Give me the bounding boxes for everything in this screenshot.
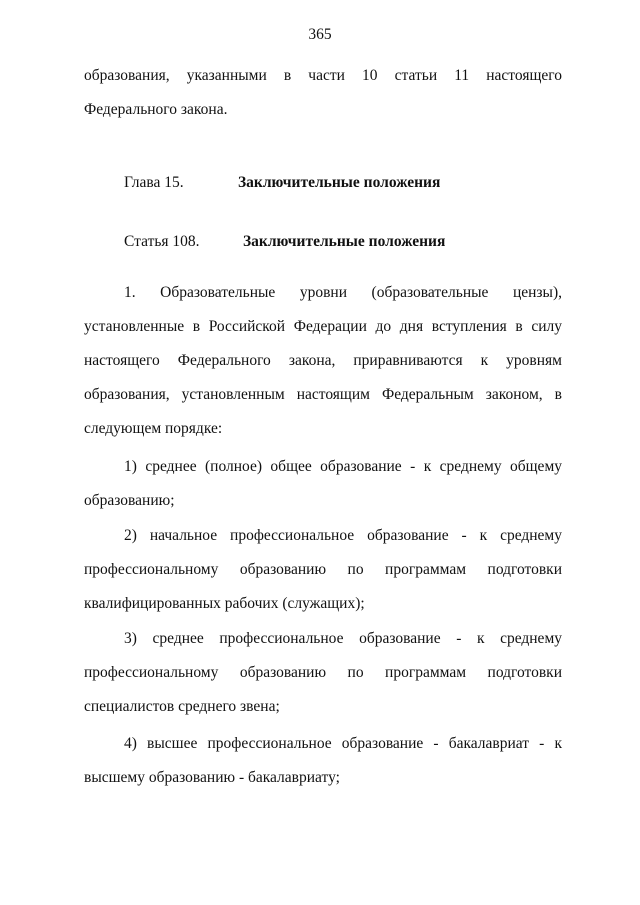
article-label: Статья 108. — [124, 233, 200, 250]
page-number: 365 — [308, 26, 332, 43]
chapter-title: Заключительные положения — [238, 174, 441, 191]
paragraph-1: 1. Образовательные уровни (образовательные цензы), установленные в Российской Федерации до дня вступления в силу настоящего Федерального закона, приравниваются к уровням образования, установленным настоящим Федеральным законом, в следующем порядке: — [84, 284, 562, 437]
list-item-3: 3) среднее профессиональное образование - к среднему профессиональному образованию по программам подготовки специалистов среднего звена; — [84, 630, 562, 715]
article-title: Заключительные положения — [243, 233, 446, 250]
list-item-1: 1) среднее (полное) общее образование - к среднему общему образованию; — [84, 458, 562, 509]
list-item-2: 2) начальное профессиональное образование - к среднему профессиональному образованию по программам подготовки квалифицированных рабочих (служащих); — [84, 527, 562, 612]
intro-paragraph: образования, указанными в части 10 статьи 11 настоящего Федерального закона. — [84, 67, 562, 118]
list-item-4: 4) высшее профессиональное образование - бакалавриат - к высшему образованию - бакалавриату; — [84, 735, 562, 786]
chapter-label: Глава 15. — [124, 174, 184, 191]
